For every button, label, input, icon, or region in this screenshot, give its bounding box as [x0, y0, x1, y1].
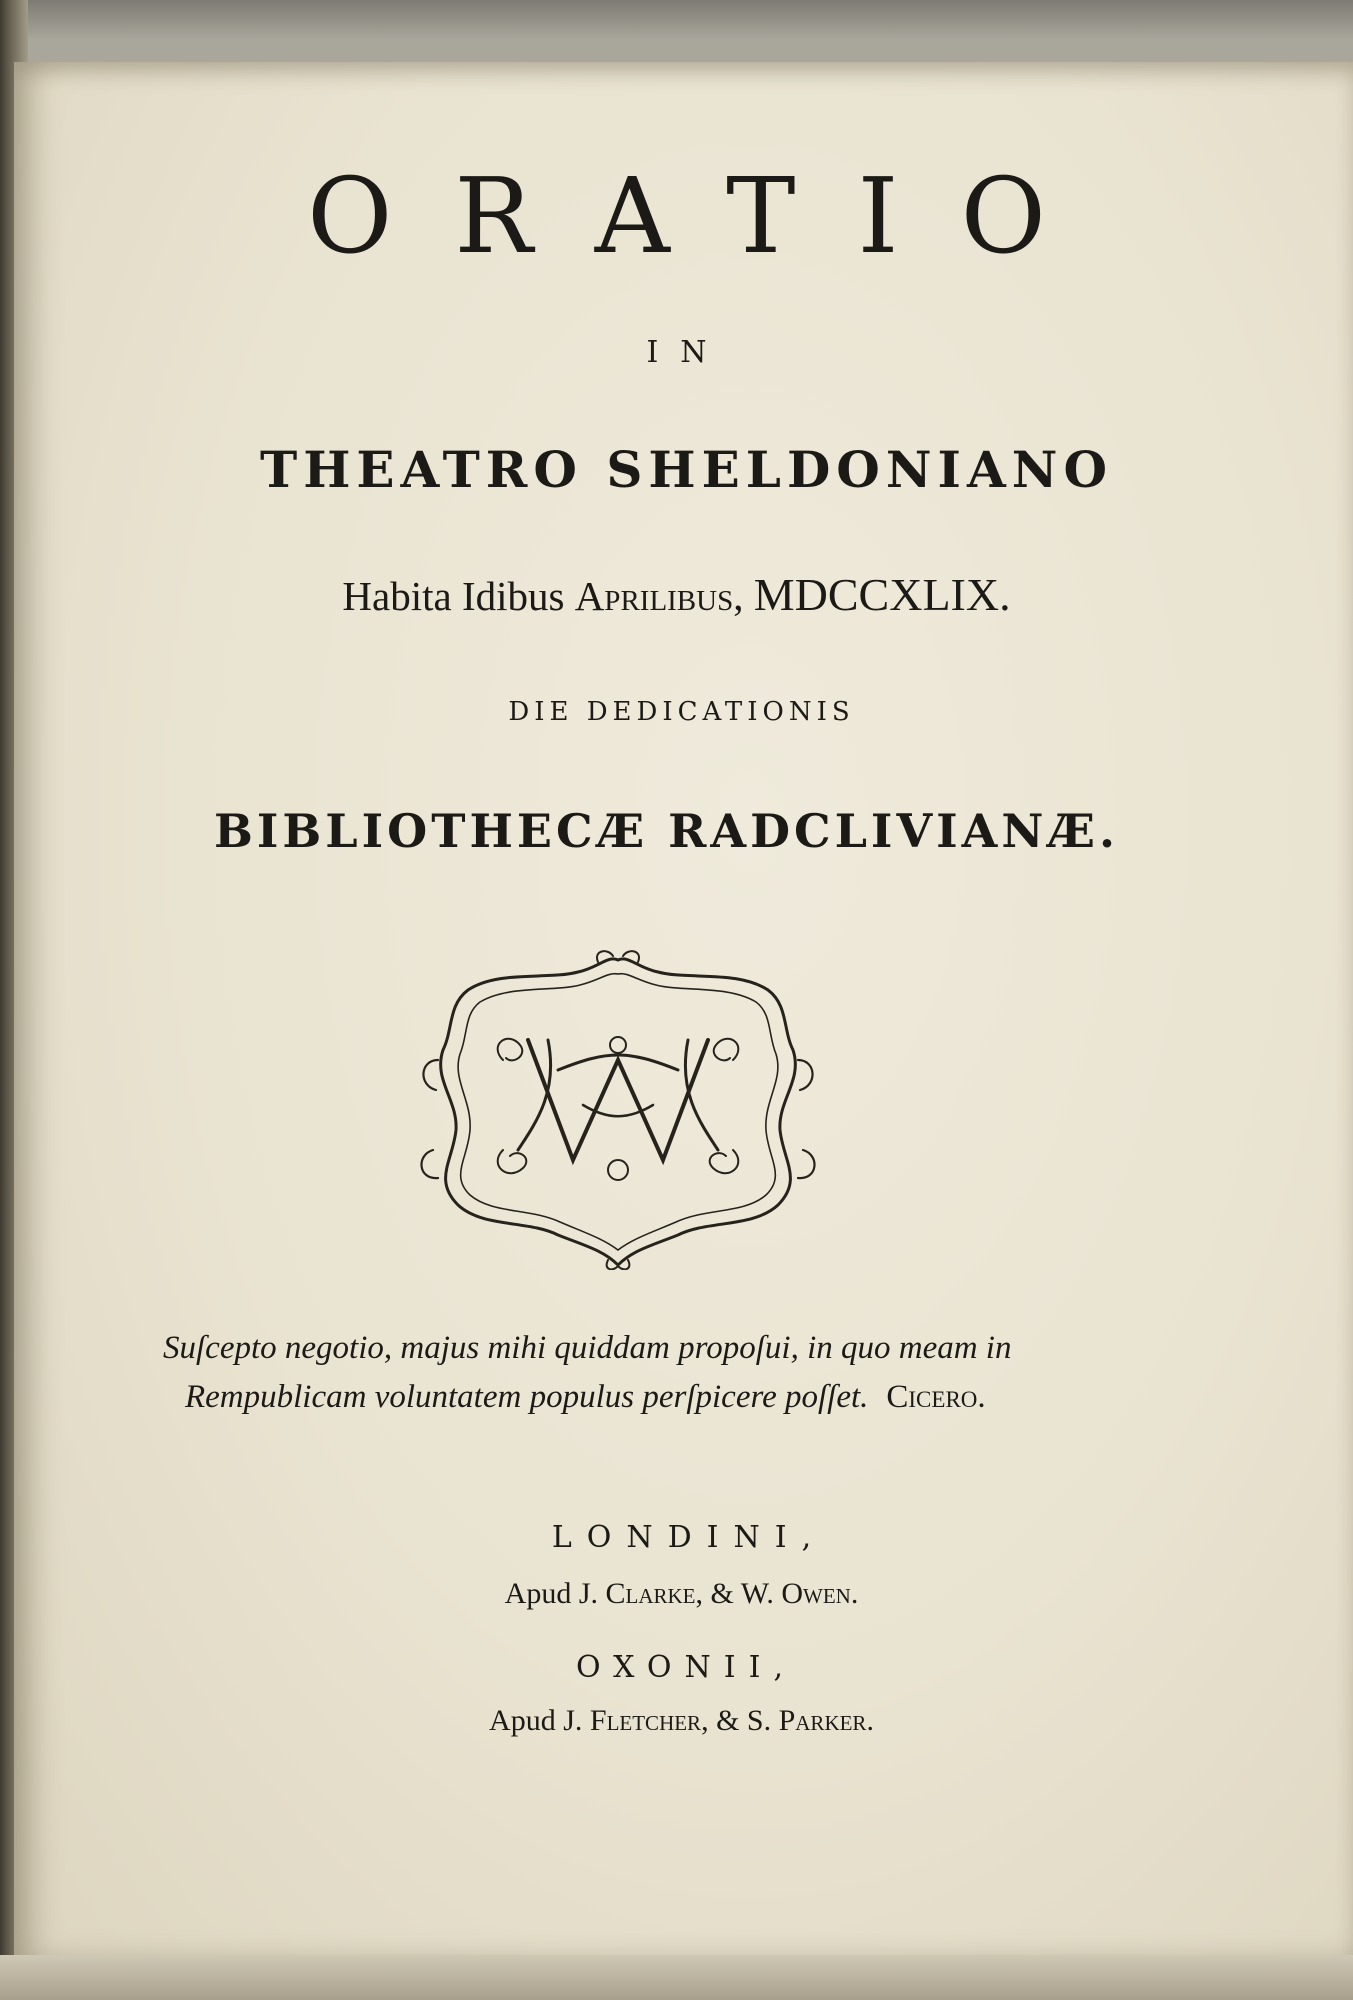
imprint-city-oxford: OXONII,	[576, 1650, 796, 1685]
epigraph-line-1: Suſcepto negotio, majus mihi quiddam propoſui, in quo meam in	[163, 1330, 1012, 1366]
imprint-names-2: Fletcher, & S. Parker.	[589, 1704, 874, 1737]
imprint-city-london: LONDINI,	[551, 1520, 827, 1555]
monogram-ornament-icon	[408, 950, 828, 1270]
imprint-prefix-2: Apud J.	[489, 1704, 590, 1737]
die-line: DIE DEDICATIONIS	[508, 697, 855, 727]
imprint-publishers-oxford	[5, 1704, 1353, 1738]
imprint-prefix-1: Apud J.	[504, 1577, 606, 1610]
imprint-names-1: Clarke, & W. Owen.	[605, 1577, 859, 1610]
page-bottom-edge	[0, 1955, 1353, 2000]
imprint-publishers-london	[5, 1577, 1353, 1611]
epigraph-author: Cicero.	[886, 1379, 986, 1415]
location-line: THEATRO SHELDONIANO	[259, 440, 1113, 499]
habita-line	[0, 568, 1353, 621]
habita-year: MDCCXLIX.	[753, 569, 1011, 620]
in-line: IN	[646, 335, 729, 370]
library-line: BIBLIOTHECÆ RADCLIVIANÆ.	[214, 804, 1119, 858]
epigraph-text: Rempublicam voluntatem populus perſpicere poſſet.	[185, 1379, 869, 1415]
habita-prefix: Habita Idibus	[342, 573, 575, 619]
habita-month: Aprilibus,	[574, 573, 744, 619]
epigraph-line-2	[185, 1379, 1185, 1416]
title: ORATIO	[307, 155, 1108, 277]
